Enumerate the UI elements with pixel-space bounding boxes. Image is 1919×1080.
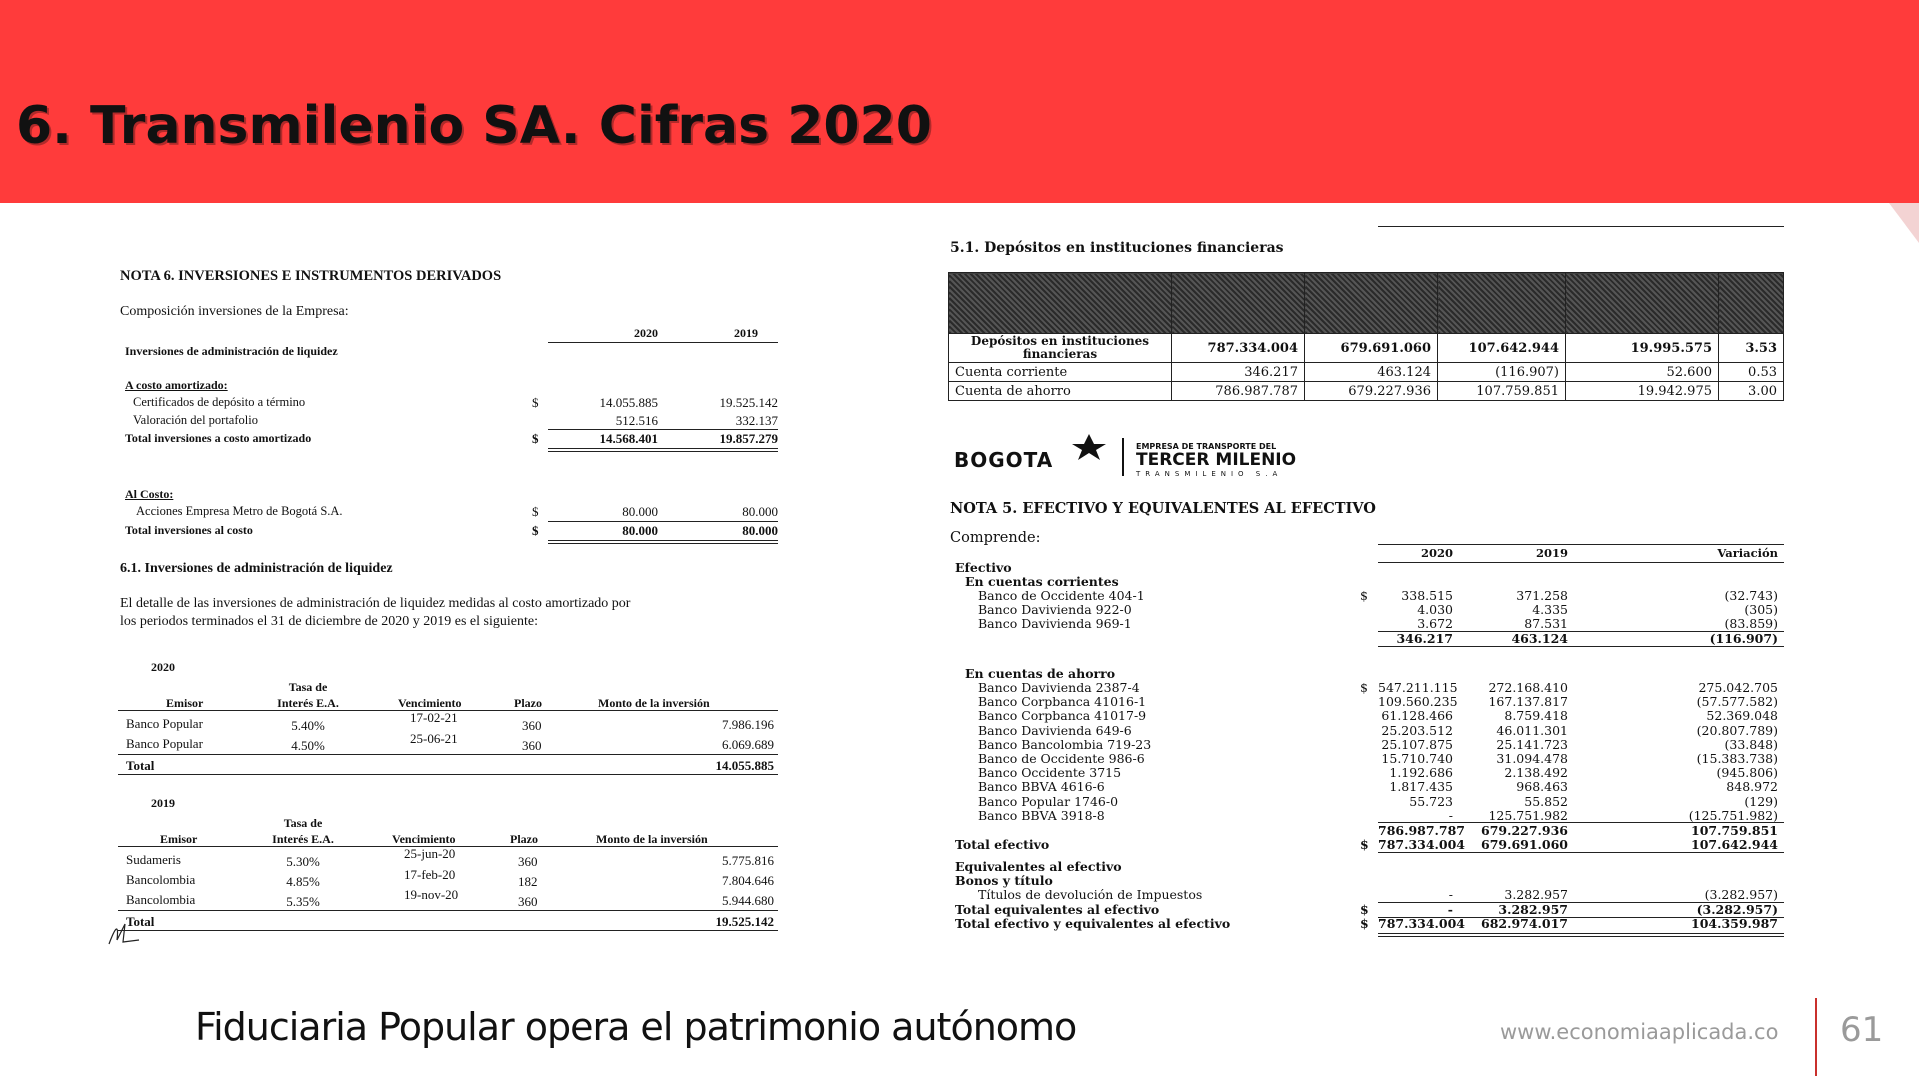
deposits-table-header	[949, 273, 1784, 334]
ahorro-row-var: 848.972	[1726, 779, 1778, 795]
row-plazo: 360	[518, 854, 538, 869]
corr-subtotal-2019: 463.124	[1511, 631, 1568, 646]
row-monto: 7.986.196	[722, 717, 774, 732]
cost-row-cur: $	[532, 504, 539, 519]
row-monto: 5.775.816	[722, 853, 774, 868]
ahorro-row-2019: 968.463	[1516, 779, 1568, 795]
total-general-label: Total efectivo y equivalentes al efectivo	[955, 916, 1231, 931]
ahorro-row-2019: 2.138.492	[1504, 765, 1568, 781]
cost-total-2019: 80.000	[742, 523, 778, 538]
ahorro-row-2020: 25.203.512	[1381, 722, 1453, 738]
header-tasa-2: Interés E.A.	[277, 696, 339, 710]
total-equiv-var: (3.282.957)	[1696, 902, 1778, 917]
corr-row-2020: 338.515	[1401, 588, 1453, 603]
ahorro-row-label: Banco Corpbanca 41017-9	[978, 708, 1147, 724]
row-vencimiento: 19-nov-20	[404, 887, 459, 902]
header-monto: Monto de la inversión	[598, 696, 710, 710]
header-vencimiento: Vencimiento	[392, 832, 456, 846]
total-efectivo-var: 107.642.944	[1691, 837, 1778, 852]
amortized-total-cur: $	[532, 431, 539, 446]
row-vencimiento: 25-06-21	[410, 731, 458, 746]
row-vencimiento: 17-feb-20	[404, 867, 456, 882]
ahorro-row-2019: 55.852	[1524, 793, 1568, 809]
corr-row-var: (83.859)	[1724, 616, 1778, 631]
dep-row-b: 679.227.936	[1305, 382, 1438, 401]
row-plazo: 360	[522, 738, 542, 753]
col-variacion: Variación	[1717, 546, 1778, 560]
dep-row-d: 52.600	[1566, 363, 1719, 382]
row-emisor: Sudameris	[126, 852, 181, 867]
ahorro-row-label: Banco Popular 1746-0	[978, 793, 1119, 809]
ahorro-row-var: (125.751.982)	[1688, 807, 1778, 823]
table-2020-year: 2020	[151, 660, 175, 674]
ahorro-subtotal-2019: 679.227.936	[1481, 823, 1568, 838]
titulos-2020: -	[1448, 887, 1453, 902]
table-row	[949, 334, 1784, 363]
corr-subtotal-var: (116.907)	[1709, 631, 1778, 646]
ahorro-row-cur: $	[1360, 680, 1368, 695]
ahorro-row-2019: 167.137.817	[1488, 694, 1568, 710]
footer-website-link[interactable]: www.economiaaplicada.co	[1500, 1020, 1779, 1044]
col-2019: 2019	[734, 326, 758, 340]
deposits-heading: 5.1. Depósitos en instituciones financieras	[950, 240, 1284, 256]
ahorro-row-label: Banco Bancolombia 719-23	[978, 736, 1152, 752]
sub-heading-61: 6.1. Inversiones de administración de liquidez	[120, 561, 393, 576]
amortized-total-2019: 19.857.279	[719, 431, 778, 446]
slide-title: 6. Transmilenio SA. Cifras 2020	[16, 96, 932, 156]
amortized-row-2019: 19.525.142	[719, 395, 778, 410]
header-tasa-2: Interés E.A.	[272, 832, 334, 846]
corr-row-label: Banco Davivienda 969-1	[978, 616, 1132, 631]
total-value: 19.525.142	[715, 914, 774, 929]
ahorro-row-2020: -	[1448, 807, 1453, 823]
ahorro-row-label: Banco de Occidente 986-6	[978, 751, 1145, 766]
table-2019-year: 2019	[151, 796, 175, 810]
cost-total-cur: $	[532, 523, 539, 538]
left-document-scan	[118, 262, 778, 942]
corr-row-2019: 87.531	[1524, 616, 1568, 631]
table-row	[949, 382, 1784, 401]
ahorro-row-2019: 31.094.478	[1496, 751, 1568, 766]
row-vencimiento: 25-jun-20	[404, 846, 456, 861]
amortized-row-2020: 14.055.885	[599, 395, 658, 410]
dep-row-b: 463.124	[1305, 363, 1438, 382]
dep-row-label: Depósitos en instituciones financieras	[949, 334, 1172, 363]
ahorro-row-label: Banco BBVA 3918-8	[978, 807, 1105, 823]
ahorro-row-var: (945.806)	[1716, 765, 1778, 781]
nota5-heading: NOTA 5. EFECTIVO Y EQUIVALENTES AL EFECTIVO	[950, 500, 1376, 517]
amortized-total-2020: 14.568.401	[599, 431, 658, 446]
bonos-label: Bonos y título	[955, 873, 1053, 888]
corr-row-cur: $	[1360, 588, 1368, 603]
dep-row-c: (116.907)	[1438, 363, 1566, 382]
corrientes-title: En cuentas corrientes	[965, 574, 1119, 589]
cost-row-label: Acciones Empresa Metro de Bogotá S.A.	[136, 504, 343, 518]
logo-main-text: TERCER MILENIO	[1136, 450, 1297, 470]
efectivo-label: Efectivo	[955, 560, 1012, 575]
total-efectivo-2019: 679.691.060	[1481, 837, 1568, 852]
table-row	[949, 363, 1784, 382]
dep-row-d: 19.942.975	[1566, 382, 1719, 401]
ahorro-row-2020: 1.817.435	[1389, 779, 1453, 795]
ahorro-row-2020: 55.723	[1409, 793, 1453, 809]
corr-row-2020: 4.030	[1417, 602, 1453, 617]
dep-row-label: Cuenta de ahorro	[949, 382, 1172, 401]
ahorro-row-var: (15.383.738)	[1696, 751, 1778, 766]
page-number: 61	[1840, 1010, 1884, 1050]
amortized-row-cur: $	[532, 395, 539, 410]
titulos-var: (3.282.957)	[1704, 887, 1778, 902]
total-general-2020: 787.334.004	[1378, 916, 1465, 931]
corr-row-var: (305)	[1744, 602, 1778, 617]
ahorro-row-2020: 547.211.115	[1378, 680, 1458, 695]
amortized-total-label: Total inversiones a costo amortizado	[125, 431, 312, 445]
ahorro-row-label: Banco BBVA 4616-6	[978, 779, 1105, 795]
cost-total-label: Total inversiones al costo	[125, 523, 253, 537]
header-plazo: Plazo	[510, 832, 538, 846]
total-general-2019: 682.974.017	[1481, 916, 1568, 931]
bogota-star-icon	[1066, 434, 1112, 460]
ahorro-row-label: Banco Occidente 3715	[978, 765, 1122, 781]
header-tasa-1: Tasa de	[283, 816, 323, 830]
col-2020: 2020	[634, 326, 658, 340]
amortized-row-label: Valoración del portafolio	[133, 413, 258, 427]
paragraph-line-1: El detalle de las inversiones de administración de liquidez medidas al costo amortizado por	[120, 596, 631, 611]
row-tasa: 5.40%	[291, 718, 325, 733]
total-label: Total	[126, 914, 155, 929]
bogota-logo-text: BOGOTA	[954, 448, 1054, 472]
dep-row-e: 3.00	[1719, 382, 1784, 401]
total-equiv-cur: $	[1360, 902, 1369, 917]
row-emisor: Banco Popular	[126, 736, 203, 751]
ahorro-row-2019: 272.168.410	[1488, 680, 1568, 695]
row-emisor: Bancolombia	[126, 872, 196, 887]
ahorro-row-2019: 8.759.418	[1504, 708, 1568, 724]
ahorro-row-2020: 1.192.686	[1389, 765, 1453, 781]
dep-row-c: 107.759.851	[1438, 382, 1566, 401]
row-plazo: 360	[518, 894, 538, 909]
header-tasa-1: Tasa de	[288, 680, 328, 694]
header-emisor: Emisor	[166, 696, 204, 710]
ahorro-row-2020: 109.560.235	[1378, 694, 1458, 710]
cost-total-2020: 80.000	[622, 523, 658, 538]
ahorro-row-label: Banco Davivienda 649-6	[978, 722, 1132, 738]
total-efectivo-label: Total efectivo	[955, 837, 1050, 852]
total-label: Total	[126, 758, 155, 773]
amortized-row-2019: 332.137	[735, 413, 778, 428]
row-monto: 7.804.646	[722, 873, 774, 888]
amortized-title: A costo amortizado:	[125, 378, 228, 392]
ahorro-row-2020: 15.710.740	[1381, 751, 1453, 766]
ahorro-row-label: Banco Corpbanca 41016-1	[978, 694, 1147, 710]
col-2020: 2020	[1420, 546, 1453, 560]
logo-tiny-text: EMPRESA DE TRANSPORTE DEL	[1136, 442, 1277, 451]
dep-row-c: 107.642.944	[1438, 334, 1566, 363]
row-plazo: 360	[522, 718, 542, 733]
corr-subtotal-2020: 346.217	[1396, 631, 1453, 646]
footer-separator	[1815, 998, 1817, 1076]
corr-row-label: Banco de Occidente 404-1	[978, 588, 1145, 603]
cost-row-2019: 80.000	[742, 504, 778, 519]
header-monto: Monto de la inversión	[596, 832, 708, 846]
total-equiv-2019: 3.282.957	[1498, 902, 1568, 917]
dep-row-a: 346.217	[1172, 363, 1305, 382]
header-emisor: Emisor	[160, 832, 198, 846]
dep-row-d: 19.995.575	[1566, 334, 1719, 363]
titulos-2019: 3.282.957	[1504, 887, 1568, 902]
dep-row-e: 0.53	[1719, 363, 1784, 382]
col-2019: 2019	[1535, 546, 1568, 560]
corner-decoration	[1889, 203, 1919, 243]
logo-sub-text: TRANSMILENIO S.A	[1136, 470, 1283, 478]
ahorro-row-var: (20.807.789)	[1696, 722, 1778, 738]
ahorro-row-2019: 125.751.982	[1488, 807, 1568, 823]
corr-row-label: Banco Davivienda 922-0	[978, 602, 1132, 617]
dep-row-a: 787.334.004	[1172, 334, 1305, 363]
row-plazo: 182	[518, 874, 538, 889]
cost-title: Al Costo:	[125, 487, 174, 501]
section-label: Inversiones de administración de liquidez	[125, 344, 338, 358]
row-tasa: 4.85%	[286, 874, 320, 889]
row-emisor: Banco Popular	[126, 716, 203, 731]
total-value: 14.055.885	[715, 758, 774, 773]
row-monto: 5.944.680	[722, 893, 774, 908]
ahorro-row-2020: 61.128.466	[1381, 708, 1453, 724]
corr-row-2019: 4.335	[1532, 602, 1568, 617]
equivalentes-label: Equivalentes al efectivo	[955, 859, 1122, 874]
header-vencimiento: Vencimiento	[398, 696, 462, 710]
ahorro-row-2020: 25.107.875	[1381, 736, 1453, 752]
total-equiv-label: Total equivalentes al efectivo	[955, 902, 1160, 917]
ahorro-row-var: (57.577.582)	[1696, 694, 1778, 710]
ahorro-row-2019: 25.141.723	[1496, 736, 1568, 752]
ahorro-row-label: Banco Davivienda 2387-4	[978, 680, 1140, 695]
row-vencimiento: 17-02-21	[410, 710, 458, 725]
dep-row-e: 3.53	[1719, 334, 1784, 363]
total-efectivo-cur: $	[1360, 837, 1369, 852]
row-tasa: 4.50%	[291, 738, 325, 753]
amortized-row-label: Certificados de depósito a término	[133, 395, 306, 409]
row-tasa: 5.30%	[286, 854, 320, 869]
dep-row-b: 679.691.060	[1305, 334, 1438, 363]
total-equiv-2020: -	[1447, 902, 1453, 917]
ahorro-row-var: (129)	[1744, 793, 1778, 809]
dep-row-a: 786.987.787	[1172, 382, 1305, 401]
deposits-table	[948, 272, 1784, 401]
ahorro-subtotal-2020: 786.987.787	[1378, 823, 1465, 838]
footer-caption: Fiduciaria Popular opera el patrimonio autónomo	[195, 1005, 1077, 1049]
corr-row-2019: 371.258	[1516, 588, 1568, 603]
row-tasa: 5.35%	[286, 894, 320, 909]
ahorro-row-var: 275.042.705	[1698, 680, 1778, 695]
ahorro-row-var: (33.848)	[1724, 736, 1778, 752]
titulos-label: Títulos de devolución de Impuestos	[978, 887, 1203, 902]
logo-separator	[1122, 438, 1124, 476]
cost-row-2020: 80.000	[622, 504, 658, 519]
ahorro-row-var: 52.369.048	[1706, 708, 1778, 724]
total-efectivo-2020: 787.334.004	[1378, 837, 1465, 852]
header-plazo: Plazo	[514, 696, 542, 710]
row-emisor: Bancolombia	[126, 892, 196, 907]
corr-row-2020: 3.672	[1417, 616, 1453, 631]
amortized-row-2020: 512.516	[615, 413, 658, 428]
total-general-cur: $	[1360, 916, 1369, 931]
total-general-var: 104.359.987	[1691, 916, 1778, 931]
row-monto: 6.069.689	[722, 737, 774, 752]
ahorro-row-2019: 46.011.301	[1496, 722, 1568, 738]
ahorro-subtotal-var: 107.759.851	[1691, 823, 1778, 838]
comprende-label: Comprende:	[950, 530, 1041, 546]
corr-row-var: (32.743)	[1724, 588, 1778, 603]
dep-row-label: Cuenta corriente	[949, 363, 1172, 382]
paragraph-line-2: los periodos terminados el 31 de diciembre de 2020 y 2019 es el siguiente:	[120, 614, 538, 629]
signature-mark	[105, 918, 145, 948]
nota6-heading: NOTA 6. INVERSIONES E INSTRUMENTOS DERIVADOS	[120, 268, 502, 284]
ahorro-title: En cuentas de ahorro	[965, 666, 1116, 681]
nota6-intro: Composición inversiones de la Empresa:	[120, 304, 349, 319]
right-document-scan	[948, 222, 1788, 942]
